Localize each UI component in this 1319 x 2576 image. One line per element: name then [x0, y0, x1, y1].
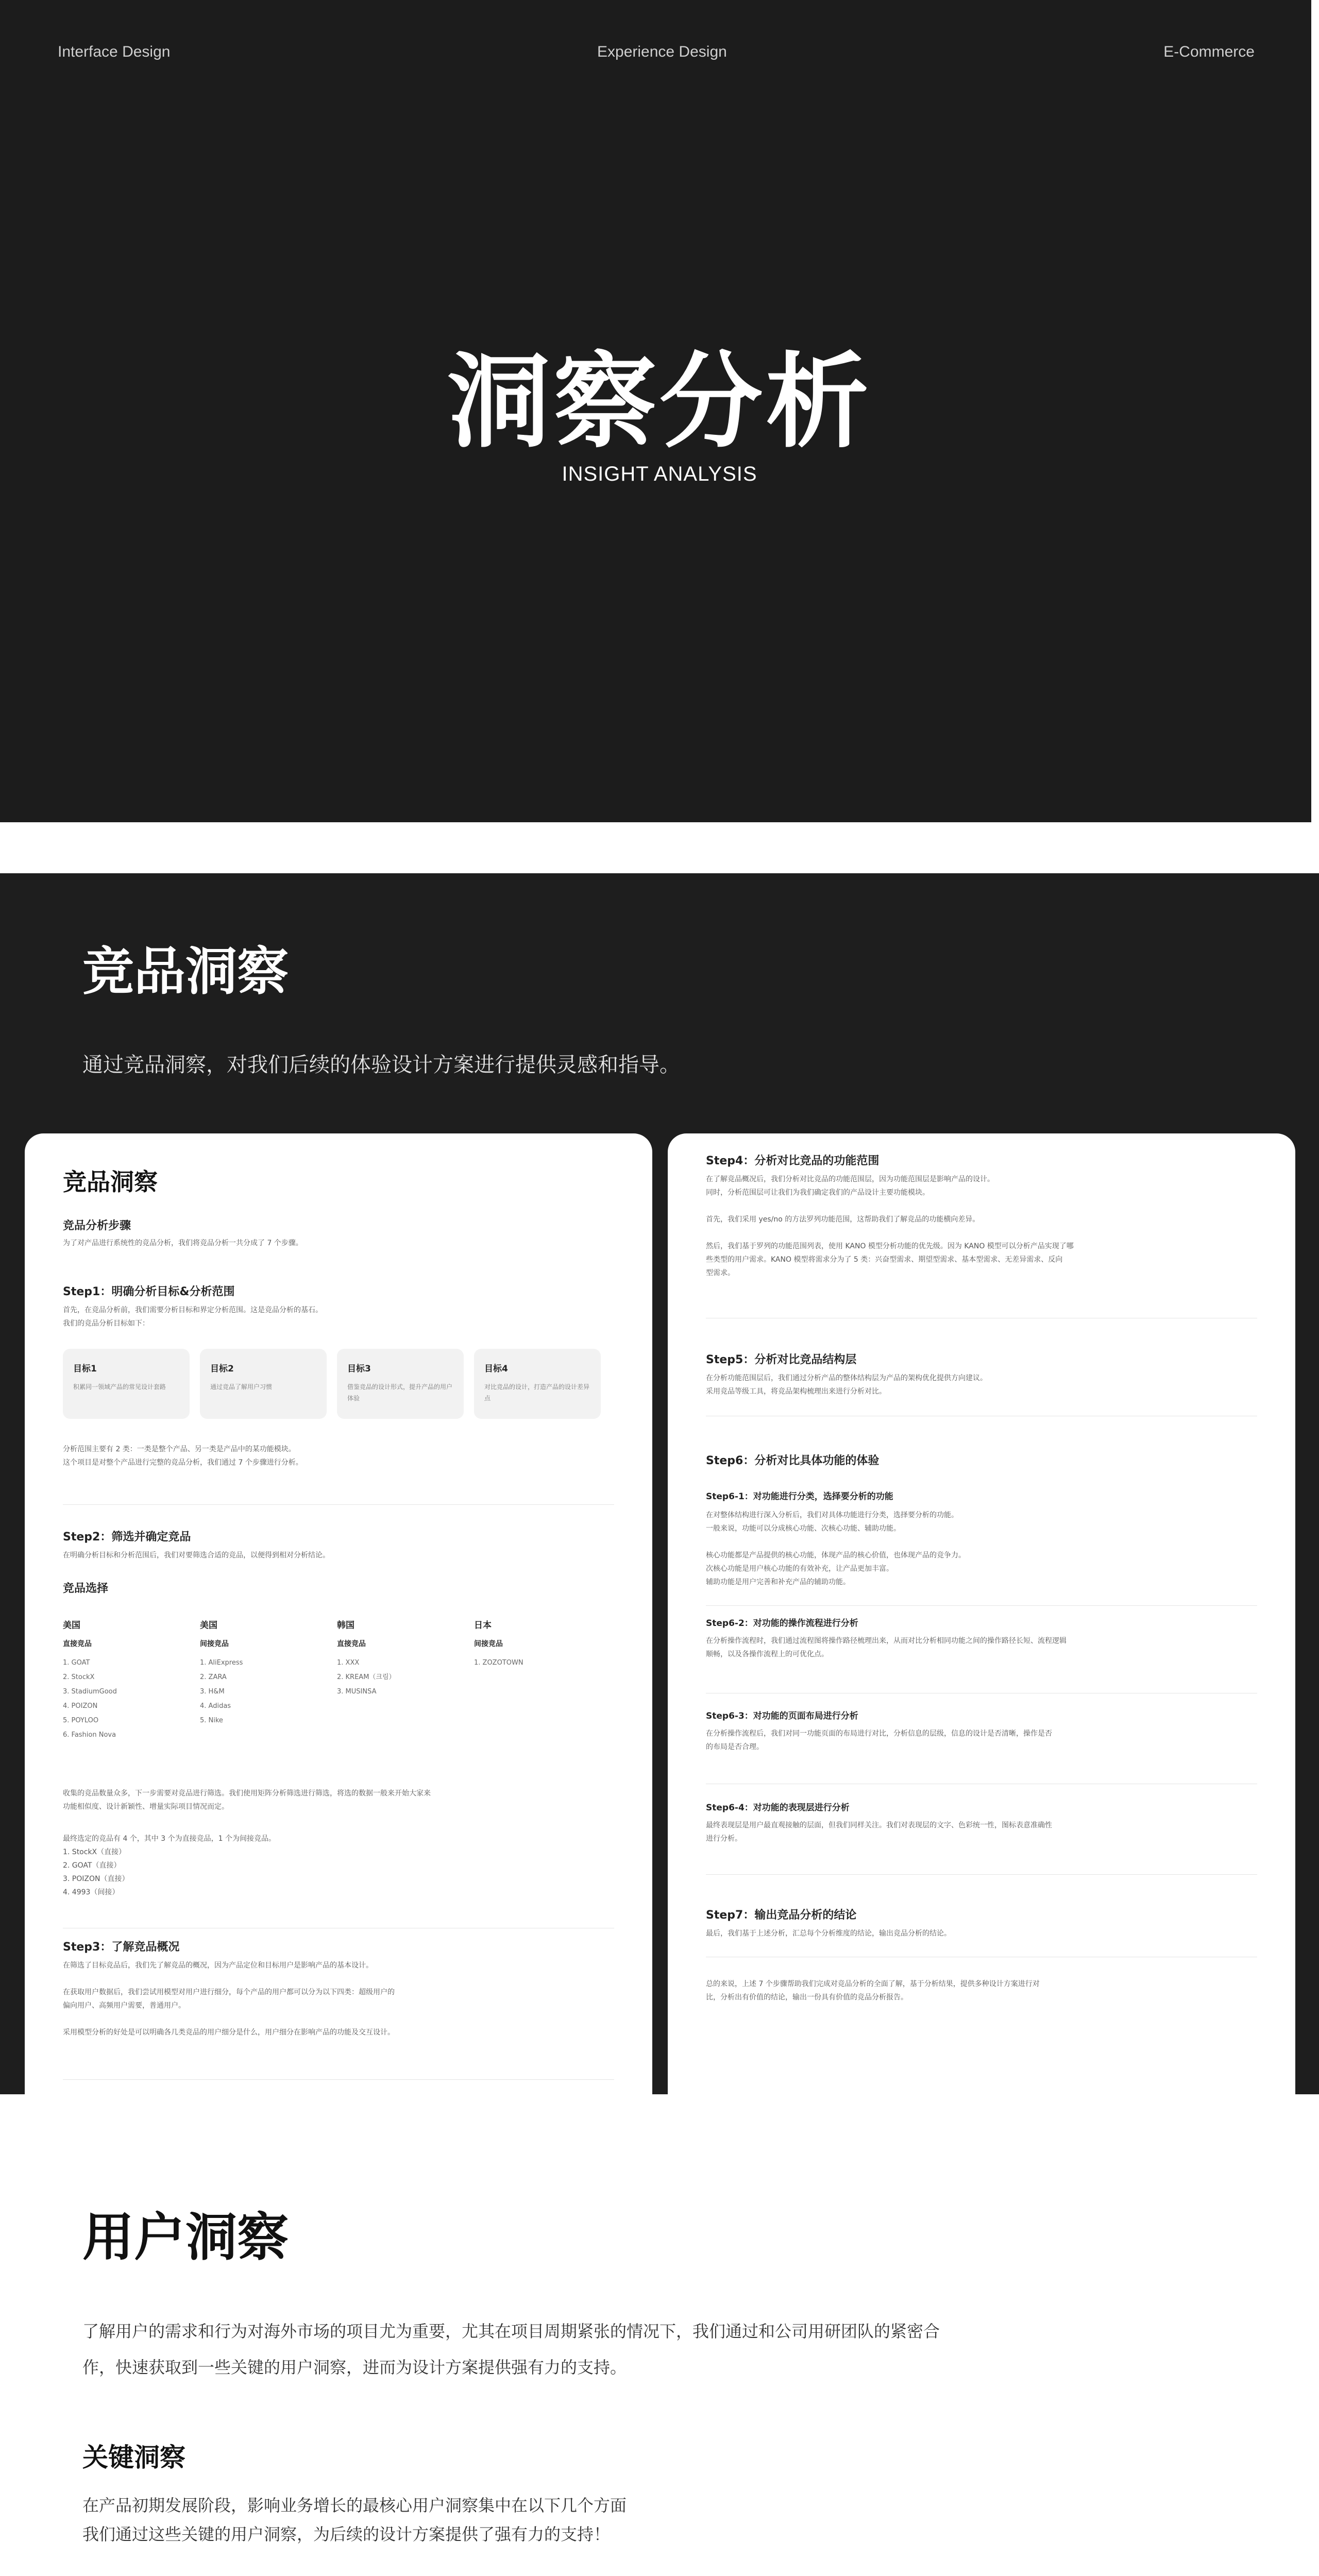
competitor-card-left — [25, 1133, 652, 2094]
divider — [706, 1605, 1257, 1606]
key-insight-desc-line: 在产品初期发展阶段，影响业务增长的最核心用户洞察集中在以下几个方面 — [82, 2496, 627, 2515]
goal-title: 目标3 — [347, 1364, 371, 1374]
step7-title: Step7：输出竞品分析的结论 — [706, 1909, 857, 1922]
goal-desc: 对比竞品的设计，打造产品的设计差异点 — [484, 1383, 590, 1402]
goal-title: 目标1 — [73, 1364, 97, 1374]
goal-card-1 — [63, 1349, 190, 1419]
step4-title: Step4：分析对比竞品的功能范围 — [706, 1155, 880, 1167]
goal-desc: 积累同一领域产品的常见设计套路 — [73, 1383, 166, 1391]
steps-title: 竞品分析步骤 — [63, 1219, 131, 1232]
key-insight-desc — [82, 2491, 627, 2549]
goal-desc: 借鉴竞品的设计形式，提升产品的用户体验 — [347, 1383, 453, 1402]
step7-desc: 最后，我们基于上述分析，汇总每个分析维度的结论，输出竞品分析的结论。 — [706, 1929, 951, 1938]
nav-experience-design: Experience Design — [597, 43, 727, 60]
divider — [63, 1504, 614, 1505]
goal-title: 目标4 — [484, 1364, 508, 1374]
region-label: 美国 — [200, 1620, 217, 1631]
step6-1-title: Step6-1：对功能进行分类，选择要分析的功能 — [706, 1492, 893, 1502]
region-label: 韩国 — [337, 1620, 354, 1631]
user-desc: 了解用户的需求和行为对海外市场的项目尤为重要，尤其在项目周期紧张的情况下，我们通过和公司用研团队的紧密合作，快速获取到一些关键的用户洞察，进而为设计方案提供强有力的支持。 — [82, 2321, 940, 2377]
hero-subtitle: INSIGHT ANALYSIS — [562, 463, 757, 485]
step2-desc: 在明确分析目标和分析范围后，我们对要筛选合适的竞品，以便得到相对分析结论。 — [63, 1551, 330, 1560]
card-heading: 竞品洞察 — [63, 1168, 158, 1196]
scope-desc: 分析范围主要有 2 类：一类是整个产品、另一类是产品中的某功能模块。 这个项目是对整个产品进行完整的竞品分析，我们通过 7 个步骤进行分析。 — [63, 1445, 303, 1467]
step1-desc: 首先，在竞品分析前，我们需要分析目标和界定分析范围。这是竞品分析的基石。 我们的竞品分析目标如下： — [63, 1306, 323, 1328]
user-title: 用户洞察 — [82, 2207, 289, 2267]
final-desc: 最终选定的竞品有 4 个，其中 3 个为直接竞品，1 个为间接竞品。 1. StockX（直接） 2. GOAT（直接） 3. POIZON（直接） 4. 4993（间接） — [63, 1835, 276, 1896]
competitor-list: 1. AliExpress 2. ZARA 3. H&M 4. Adidas 5. Nike — [200, 1659, 243, 1724]
goal-title: 目标2 — [210, 1364, 234, 1374]
selection-title: 竞品选择 — [63, 1582, 109, 1595]
step6-2-desc: 在分析操作流程时，我们通过流程图将操作路径梳理出来，从而对比分析相同功能之间的操作路径长短、流程逻辑 顺畅，以及各操作流程上的可优化点。 — [706, 1637, 1067, 1658]
key-insight-desc-line: 我们通过这些关键的用户洞察，为后续的设计方案提供了强有力的支持！ — [82, 2524, 611, 2544]
collect-desc: 收集的竞品数量众多，下一步需要对竞品进行筛选。我们使用矩阵分析筛选进行筛选，将选的数据一般来开始大家来 功能相似度、设计新颖性、增量实际项目情况而定。 — [63, 1789, 431, 1811]
summary-desc: 总的来说，上述 7 个步骤帮助我们完成对竞品分析的全面了解，基于分析结果，提供多种设计方案进行对 比，分析出有价值的结论，输出一份具有价值的竞品分析报告。 — [706, 1980, 1040, 2002]
competitor-title: 竞品洞察 — [82, 941, 289, 1002]
divider — [706, 1874, 1257, 1875]
competitor-type-label: 直接竞品 — [337, 1640, 366, 1648]
step6-1-desc: 在对整体结构进行深入分析后，我们对具体功能进行分类，选择要分析的功能。 一般来说，功能可以分成核心功能、次核心功能、辅助功能。 核心功能都是产品提供的核心功能，体现产品的核心价值，也体现产品的竞争力。 次核心功能是用户核心功能的有效补充，让产品更加丰富。 辅助功能是用户完善和补充产品的辅助功能。 — [706, 1511, 966, 1586]
competitor-type-label: 间接竞品 — [200, 1640, 229, 1648]
competitor-list: 1. ZOZOTOWN — [474, 1659, 523, 1667]
goal-card-4 — [474, 1349, 601, 1419]
steps-desc: 为了对产品进行系统性的竞品分析，我们将竞品分析一共分成了 7 个步骤。 — [63, 1239, 303, 1247]
step6-3-desc: 在分析操作流程后，我们对同一功能页面的布局进行对比，分析信息的层级，信息的设计是否清晰，操作是否 的布局是否合理。 — [706, 1730, 1052, 1751]
step2-title: Step2：筛选并确定竞品 — [63, 1531, 191, 1544]
competitor-type-label: 直接竞品 — [63, 1640, 92, 1648]
region-label: 日本 — [474, 1620, 492, 1631]
competitor-type-label: 间接竞品 — [474, 1640, 503, 1648]
nav-e-commerce: E-Commerce — [1163, 43, 1255, 60]
step6-title: Step6：分析对比具体功能的体验 — [706, 1454, 880, 1467]
step3-title: Step3：了解竞品概况 — [63, 1941, 180, 1954]
step6-3-title: Step6-3：对功能的页面布局进行分析 — [706, 1711, 858, 1721]
goal-desc: 通过竞品了解用户习惯 — [210, 1383, 273, 1391]
competitor-list: 1. XXX 2. KREAM（크림） 3. MUSINSA — [337, 1659, 396, 1696]
divider — [63, 2079, 614, 2080]
competitor-subtitle: 通过竞品洞察，对我们后续的体验设计方案进行提供灵感和指导。 — [82, 1053, 680, 1077]
goal-card-3 — [337, 1349, 464, 1419]
competitor-card-right — [668, 1133, 1295, 2094]
step5-desc: 在分析功能范围层后，我们通过分析产品的整体结构层为产品的架构优化提供方向建议。 采用竞品等级工具，将竞品架构梳理出来进行分析对比。 — [706, 1374, 987, 1396]
step3-desc: 在筛选了目标竞品后，我们先了解竞品的概况，因为产品定位和目标用户是影响产品的基本设计。 在获取用户数据后，我们尝试用模型对用户进行细分，每个产品的用户都可以分为以下四类：超级用户的 偏向用户、高频用户需要，普通用户。 采用模型分析的好处是可以明确各几类竞品的用户细分是什么，用户细分在影响产品的功能及交互设计。 — [63, 1961, 395, 2037]
region-label: 美国 — [63, 1620, 80, 1631]
step1-title: Step1：明确分析目标&分析范围 — [63, 1285, 235, 1298]
competitor-list: 1. GOAT 2. StockX 3. StadiumGood 4. POIZON 5. POYLOO 6. Fashion Nova — [63, 1659, 117, 1739]
goal-card-2 — [200, 1349, 327, 1419]
step5-title: Step5：分析对比竞品结构层 — [706, 1353, 857, 1366]
step6-4-title: Step6-4：对功能的表现层进行分析 — [706, 1803, 850, 1813]
key-insight-title: 关键洞察 — [82, 2443, 185, 2472]
hero-title: 洞察分析 — [447, 342, 872, 462]
nav-interface-design: Interface Design — [58, 43, 171, 60]
step4-desc: 在了解竞品概况后，我们分析对比竞品的功能范围层，因为功能范围层是影响产品的设计。 同时，分析范围层可让我们为我们确定我们的产品设计主要功能模块。 首先，我们采用 yes/no 的方法罗列功能范围，这帮助我们了解竞品的功能横向差异。 然后，我们基于罗列的功能范围列表，使用 KANO 模型分析功能的优先级。因为 KANO 模型可以分析产品实现了哪 些类型的用户需求。KANO 模型将需求分为了 5 类：兴奋型需求、期望型需求、基本型需求、无差异需求、反向 型需求。 — [706, 1175, 1074, 1277]
step6-2-title: Step6-2：对功能的操作流程进行分析 — [706, 1618, 858, 1629]
hero-section — [0, 0, 1311, 822]
competitor-section — [0, 873, 1319, 2094]
step6-4-desc: 最终表现层是用户最直观接触的层面，但我们同样关注。我们对表现层的文字、色彩统一性，图标表意准确性 进行分析。 — [706, 1821, 1052, 1843]
